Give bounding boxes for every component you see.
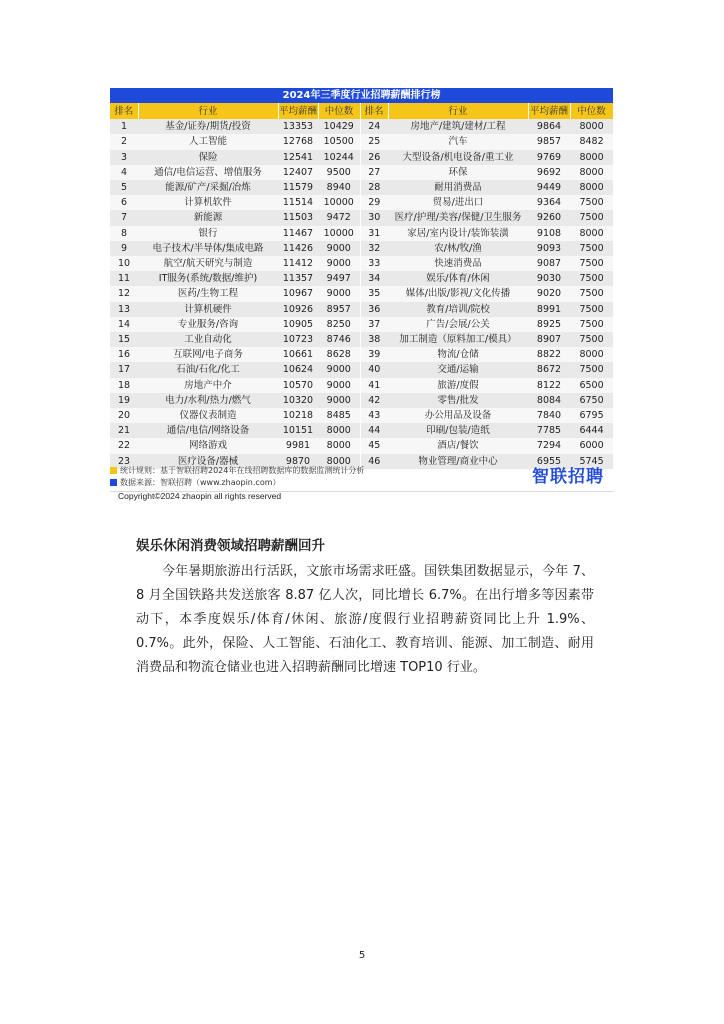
- avg-salary-cell: 7294: [528, 438, 570, 453]
- rank-cell: 3: [110, 150, 138, 165]
- industry-cell: 酒店/餐饮: [388, 438, 528, 453]
- median-cell: 8250: [318, 317, 360, 332]
- median-cell: 7500: [570, 286, 613, 301]
- rank-cell: 10: [110, 256, 138, 271]
- avg-salary-cell: 7785: [528, 423, 570, 438]
- industry-cell: 计算机硬件: [138, 302, 278, 317]
- rank-cell: 2: [110, 134, 138, 149]
- median-cell: 6000: [570, 438, 613, 453]
- note-rule: 统计规则：基于智联招聘2024年在线招聘数据库的数据监测统计分析: [120, 465, 365, 475]
- median-cell: 8000: [570, 165, 613, 180]
- table-body: [110, 119, 613, 469]
- avg-salary-cell: 9087: [528, 256, 570, 271]
- rank-cell: 32: [360, 241, 388, 256]
- table-row: [110, 195, 613, 210]
- rank-cell: 39: [360, 347, 388, 362]
- industry-cell: 印刷/包装/造纸: [388, 423, 528, 438]
- median-cell: 8000: [570, 150, 613, 165]
- rank-cell: 6: [110, 195, 138, 210]
- rank-cell: 20: [110, 408, 138, 423]
- median-cell: 6444: [570, 423, 613, 438]
- industry-cell: 互联网/电子商务: [138, 347, 278, 362]
- rank-cell: 21: [110, 423, 138, 438]
- table-row: [110, 408, 613, 423]
- industry-cell: 娱乐/体育/休闲: [388, 271, 528, 286]
- avg-salary-cell: 10570: [278, 378, 318, 393]
- table-row: [110, 150, 613, 165]
- industry-cell: 保险: [138, 150, 278, 165]
- avg-salary-cell: 7840: [528, 408, 570, 423]
- note-source: 数据来源：智联招聘（www.zhaopin.com）: [120, 477, 281, 487]
- median-cell: 8940: [318, 180, 360, 195]
- median-cell: 8000: [570, 347, 613, 362]
- industry-cell: 旅游/度假: [388, 378, 528, 393]
- median-cell: 9000: [318, 362, 360, 377]
- avg-salary-cell: 9108: [528, 226, 570, 241]
- median-cell: 8000: [570, 180, 613, 195]
- industry-cell: 媒体/出版/影视/文化传播: [388, 286, 528, 301]
- avg-salary-cell: 9020: [528, 286, 570, 301]
- industry-cell: 贸易/进出口: [388, 195, 528, 210]
- header-median: 中位数: [570, 103, 613, 119]
- median-cell: 6750: [570, 393, 613, 408]
- avg-salary-cell: 10967: [278, 286, 318, 301]
- median-cell: 8000: [570, 226, 613, 241]
- salary-ranking-table: [110, 88, 614, 469]
- table-row: [110, 271, 613, 286]
- median-cell: 8000: [318, 423, 360, 438]
- avg-salary-cell: 11467: [278, 226, 318, 241]
- table-header-row: [110, 103, 613, 119]
- avg-salary-cell: 9030: [528, 271, 570, 286]
- table-title-row: [110, 88, 613, 103]
- table-row: [110, 302, 613, 317]
- industry-cell: 基金/证券/期货/投资: [138, 119, 278, 134]
- industry-cell: 汽车: [388, 134, 528, 149]
- rank-cell: 25: [360, 134, 388, 149]
- rank-cell: 14: [110, 317, 138, 332]
- avg-salary-cell: 10661: [278, 347, 318, 362]
- median-cell: 9500: [318, 165, 360, 180]
- table-row: [110, 378, 613, 393]
- avg-salary-cell: 11412: [278, 256, 318, 271]
- table-row: [110, 347, 613, 362]
- rank-cell: 36: [360, 302, 388, 317]
- table-row: [110, 332, 613, 347]
- copyright-text: Copyright©2024 zhaopin all rights reserved: [118, 491, 282, 501]
- industry-cell: 医疗设备/器械: [138, 454, 278, 469]
- industry-cell: 大型设备/机电设备/重工业: [388, 150, 528, 165]
- industry-cell: 专业服务/咨询: [138, 317, 278, 332]
- avg-salary-cell: 8822: [528, 347, 570, 362]
- rank-cell: 35: [360, 286, 388, 301]
- industry-cell: 石油/石化/化工: [138, 362, 278, 377]
- avg-salary-cell: 9870: [278, 454, 318, 469]
- rank-cell: 38: [360, 332, 388, 347]
- rank-cell: 45: [360, 438, 388, 453]
- avg-salary-cell: 12541: [278, 150, 318, 165]
- industry-cell: 通信/电信/网络设备: [138, 423, 278, 438]
- avg-salary-cell: 10218: [278, 408, 318, 423]
- table-row: [110, 256, 613, 271]
- industry-cell: 房地产中介: [138, 378, 278, 393]
- blue-square-icon: [110, 479, 117, 486]
- industry-cell: 农/林/牧/渔: [388, 241, 528, 256]
- rank-cell: 22: [110, 438, 138, 453]
- table-row: [110, 241, 613, 256]
- median-cell: 9000: [318, 286, 360, 301]
- table-row: [110, 226, 613, 241]
- industry-cell: 仪器仪表制造: [138, 408, 278, 423]
- industry-cell: 房地产/建筑/建材/工程: [388, 119, 528, 134]
- avg-salary-cell: 12407: [278, 165, 318, 180]
- avg-salary-cell: 8907: [528, 332, 570, 347]
- median-cell: 10000: [318, 195, 360, 210]
- rank-cell: 46: [360, 454, 388, 469]
- table-row: [110, 286, 613, 301]
- industry-cell: IT服务(系统/数据/维护): [138, 271, 278, 286]
- median-cell: 7500: [570, 317, 613, 332]
- median-cell: 9000: [318, 378, 360, 393]
- industry-cell: 物流/仓储: [388, 347, 528, 362]
- rank-cell: 23: [110, 454, 138, 469]
- median-cell: 8000: [318, 454, 360, 469]
- rank-cell: 40: [360, 362, 388, 377]
- median-cell: 7500: [570, 362, 613, 377]
- avg-salary-cell: 13353: [278, 119, 318, 134]
- rank-cell: 33: [360, 256, 388, 271]
- median-cell: 6500: [570, 378, 613, 393]
- median-cell: 7500: [570, 210, 613, 225]
- industry-cell: 电子技术/半导体/集成电路: [138, 241, 278, 256]
- median-cell: 7500: [570, 332, 613, 347]
- rank-cell: 29: [360, 195, 388, 210]
- industry-cell: 加工制造（原料加工/模具）: [388, 332, 528, 347]
- zhaopin-logo: 智联招聘: [532, 467, 604, 487]
- avg-salary-cell: 10905: [278, 317, 318, 332]
- header-rank: 排名: [110, 103, 138, 119]
- avg-salary-cell: 10151: [278, 423, 318, 438]
- rank-cell: 43: [360, 408, 388, 423]
- median-cell: 7500: [570, 195, 613, 210]
- rank-cell: 13: [110, 302, 138, 317]
- rank-cell: 11: [110, 271, 138, 286]
- table-row: [110, 210, 613, 225]
- avg-salary-cell: 11579: [278, 180, 318, 195]
- median-cell: 8957: [318, 302, 360, 317]
- rank-cell: 9: [110, 241, 138, 256]
- industry-cell: 医疗/护理/美容/保健/卫生服务: [388, 210, 528, 225]
- industry-cell: 广告/会展/公关: [388, 317, 528, 332]
- industry-cell: 航空/航天研究与制造: [138, 256, 278, 271]
- table-row: [110, 438, 613, 453]
- industry-cell: 通信/电信运营、增值服务: [138, 165, 278, 180]
- rank-cell: 7: [110, 210, 138, 225]
- yellow-square-icon: [110, 467, 117, 474]
- header-industry: 行业: [138, 103, 278, 119]
- table-row: [110, 317, 613, 332]
- rank-cell: 34: [360, 271, 388, 286]
- header-industry: 行业: [388, 103, 528, 119]
- median-cell: 7500: [570, 271, 613, 286]
- median-cell: 7500: [570, 302, 613, 317]
- rank-cell: 37: [360, 317, 388, 332]
- industry-cell: 医药/生物工程: [138, 286, 278, 301]
- industry-cell: 网络游戏: [138, 438, 278, 453]
- rank-cell: 16: [110, 347, 138, 362]
- avg-salary-cell: 10723: [278, 332, 318, 347]
- median-cell: 10500: [318, 134, 360, 149]
- median-cell: 8000: [318, 438, 360, 453]
- industry-cell: 办公用品及设备: [388, 408, 528, 423]
- section-title: 娱乐休闲消费领域招聘薪酬回升: [136, 538, 325, 554]
- avg-salary-cell: 10624: [278, 362, 318, 377]
- industry-cell: 人工智能: [138, 134, 278, 149]
- industry-cell: 交通/运输: [388, 362, 528, 377]
- median-cell: 9497: [318, 271, 360, 286]
- rank-cell: 42: [360, 393, 388, 408]
- avg-salary-cell: 11503: [278, 210, 318, 225]
- industry-cell: 电力/水利/热力/燃气: [138, 393, 278, 408]
- avg-salary-cell: 8122: [528, 378, 570, 393]
- table-row: [110, 393, 613, 408]
- header-avg-salary: 平均薪酬: [528, 103, 570, 119]
- avg-salary-cell: 8672: [528, 362, 570, 377]
- rank-cell: 4: [110, 165, 138, 180]
- median-cell: 7500: [570, 241, 613, 256]
- median-cell: 7500: [570, 256, 613, 271]
- avg-salary-cell: 11357: [278, 271, 318, 286]
- rank-cell: 26: [360, 150, 388, 165]
- rank-cell: 1: [110, 119, 138, 134]
- rank-cell: 18: [110, 378, 138, 393]
- median-cell: 9000: [318, 256, 360, 271]
- rank-cell: 27: [360, 165, 388, 180]
- industry-cell: 能源/矿产/采掘/冶炼: [138, 180, 278, 195]
- rank-cell: 31: [360, 226, 388, 241]
- industry-cell: 计算机软件: [138, 195, 278, 210]
- avg-salary-cell: 10320: [278, 393, 318, 408]
- industry-cell: 银行: [138, 226, 278, 241]
- median-cell: 10000: [318, 226, 360, 241]
- median-cell: 6795: [570, 408, 613, 423]
- avg-salary-cell: 10926: [278, 302, 318, 317]
- avg-salary-cell: 8084: [528, 393, 570, 408]
- section-body: 今年暑期旅游出行活跃，文旅市场需求旺盛。国铁集团数据显示，今年 7、8 月全国铁路共发送旅客 8.87 亿人次，同比增长 6.7%。在出行增多等因素带动下，本季度娱乐/体育/休闲、旅游/度假行业招聘薪资同比上升 1.9%、0.7%。此外，保险、人工智能、石油化工、教育培训、能源、加工制造、耐用消费品和物流仓储业也进入招聘薪酬同比增速 TOP10 行业。: [136, 564, 594, 675]
- median-cell: 8482: [570, 134, 613, 149]
- rank-cell: 44: [360, 423, 388, 438]
- industry-cell: 耐用消费品: [388, 180, 528, 195]
- avg-salary-cell: 9692: [528, 165, 570, 180]
- avg-salary-cell: 6955: [528, 454, 570, 469]
- avg-salary-cell: 9364: [528, 195, 570, 210]
- page-number: 5: [358, 950, 366, 961]
- table-row: [110, 165, 613, 180]
- avg-salary-cell: 11426: [278, 241, 318, 256]
- avg-salary-cell: 8925: [528, 317, 570, 332]
- median-cell: 8000: [570, 119, 613, 134]
- rank-cell: 15: [110, 332, 138, 347]
- rank-cell: 24: [360, 119, 388, 134]
- rank-cell: 28: [360, 180, 388, 195]
- avg-salary-cell: 9857: [528, 134, 570, 149]
- header-avg-salary: 平均薪酬: [278, 103, 318, 119]
- rank-cell: 17: [110, 362, 138, 377]
- avg-salary-cell: 9260: [528, 210, 570, 225]
- avg-salary-cell: 9769: [528, 150, 570, 165]
- table-title: 2024年三季度行业招聘薪酬排行榜: [110, 88, 613, 103]
- industry-cell: 快速消费品: [388, 256, 528, 271]
- table-row: [110, 423, 613, 438]
- avg-salary-cell: 12768: [278, 134, 318, 149]
- avg-salary-cell: 9093: [528, 241, 570, 256]
- rank-cell: 41: [360, 378, 388, 393]
- median-cell: 8485: [318, 408, 360, 423]
- industry-cell: 家居/室内设计/装饰装潢: [388, 226, 528, 241]
- median-cell: 9472: [318, 210, 360, 225]
- header-rank: 排名: [360, 103, 388, 119]
- avg-salary-cell: 9981: [278, 438, 318, 453]
- industry-cell: 零售/批发: [388, 393, 528, 408]
- median-cell: 10244: [318, 150, 360, 165]
- table-row: [110, 134, 613, 149]
- table-row: [110, 362, 613, 377]
- rank-cell: 12: [110, 286, 138, 301]
- avg-salary-cell: 9449: [528, 180, 570, 195]
- table-row: [110, 119, 613, 134]
- industry-cell: 环保: [388, 165, 528, 180]
- industry-cell: 工业自动化: [138, 332, 278, 347]
- rank-cell: 19: [110, 393, 138, 408]
- industry-cell: 新能源: [138, 210, 278, 225]
- median-cell: 10429: [318, 119, 360, 134]
- avg-salary-cell: 11514: [278, 195, 318, 210]
- median-cell: 8746: [318, 332, 360, 347]
- avg-salary-cell: 8991: [528, 302, 570, 317]
- table-row: [110, 180, 613, 195]
- header-median: 中位数: [318, 103, 360, 119]
- avg-salary-cell: 9864: [528, 119, 570, 134]
- industry-cell: 物业管理/商业中心: [388, 454, 528, 469]
- industry-cell: 教育/培训/院校: [388, 302, 528, 317]
- rank-cell: 30: [360, 210, 388, 225]
- rank-cell: 5: [110, 180, 138, 195]
- median-cell: 8628: [318, 347, 360, 362]
- rank-cell: 8: [110, 226, 138, 241]
- median-cell: 9000: [318, 241, 360, 256]
- median-cell: 5745: [570, 454, 613, 469]
- median-cell: 9000: [318, 393, 360, 408]
